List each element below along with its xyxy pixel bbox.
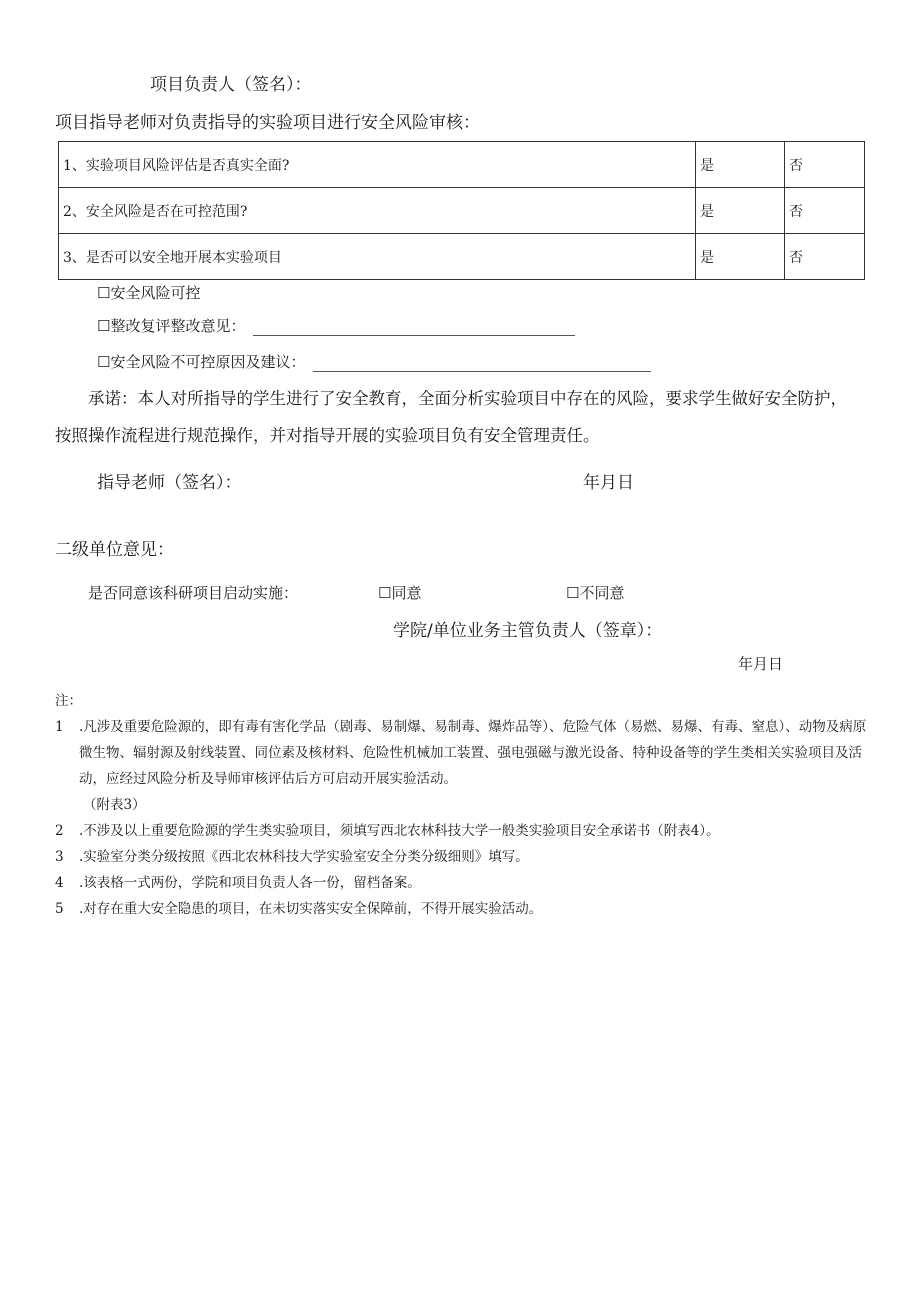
note-text: .该表格一式两份，学院和项目负责人各一份，留档备案。 <box>79 875 421 891</box>
yes-option[interactable]: 是 <box>696 234 785 280</box>
review-heading: 项目指导老师对负责指导的实验项目进行安全风险审核： <box>55 113 480 133</box>
note-number: 4 <box>55 875 64 891</box>
note-number: 2 <box>55 823 64 839</box>
option-uncontrollable-label: ☐安全风险不可控原因及建议： <box>97 353 306 371</box>
unit-signature-label: 学院/单位业务主管负责人（签章）： <box>393 621 663 641</box>
table-row <box>59 188 865 234</box>
note-number: 3 <box>55 849 64 865</box>
no-option[interactable]: 否 <box>785 234 865 280</box>
review-question: 1、实验项目风险评估是否真实全面? <box>59 142 696 188</box>
promise-text-line1: 承诺：本人对所指导的学生进行了安全教育，全面分析实验项目中存在的风险，要求学生做好安全防护， <box>88 389 847 408</box>
table-row <box>59 234 865 280</box>
unit-question: 是否同意该科研项目启动实施： <box>88 584 299 602</box>
option-rectify[interactable] <box>97 315 575 336</box>
note-appendix: （附表3） <box>83 797 146 813</box>
promise-text-line2: 按照操作流程进行规范操作，并对指导开展的实验项目负有安全管理责任。 <box>55 426 600 445</box>
no-option[interactable]: 否 <box>785 188 865 234</box>
uncontrollable-reason-line[interactable] <box>313 357 651 372</box>
unit-date: 年月日 <box>738 655 784 673</box>
unit-disagree-option[interactable]: ☐不同意 <box>566 584 625 602</box>
advisor-date: 年月日 <box>583 473 634 493</box>
unit-agree-option[interactable]: ☐同意 <box>378 584 422 602</box>
note-text: .凡涉及重要危险源的，即有毒有害化学品（剧毒、易制爆、易制毒、爆炸品等）、危险气体（易燃、易爆、有毒、窒息）、动物及病原微生物、辐射源及射线装置、同位素及核材料、危险性机械加工装置、强电强磁与激光设备、特种设备等的学生类相关实验项目及活动，应经过风险分析及导师审核评估后方可启动开展实验活动。 <box>79 719 867 787</box>
rectify-opinion-line[interactable] <box>253 321 575 336</box>
list-item <box>55 714 877 792</box>
review-question: 3、是否可以安全地开展本实验项目 <box>59 234 696 280</box>
notes-section <box>55 688 877 922</box>
option-risk-controllable[interactable]: ☐安全风险可控 <box>97 284 201 302</box>
list-item <box>55 844 877 870</box>
note-number: 5 <box>55 901 64 917</box>
list-item <box>55 818 877 844</box>
yes-option[interactable]: 是 <box>696 142 785 188</box>
advisor-signature-label: 指导老师（签名）： <box>97 473 242 493</box>
list-item <box>55 896 877 922</box>
note-text: .不涉及以上重要危险源的学生类实验项目，须填写西北农林科技大学一般类实验项目安全承诺书（附表4）。 <box>79 823 720 839</box>
list-item <box>55 870 877 896</box>
unit-opinion-heading: 二级单位意见： <box>55 540 174 560</box>
notes-title: 注： <box>55 693 82 709</box>
note-text: .对存在重大安全隐患的项目，在未切实落实安全保障前，不得开展实验活动。 <box>79 901 543 917</box>
note-text: .实验室分类分级按照《西北农林科技大学实验室安全分类分级细则》填写。 <box>79 849 529 865</box>
yes-option[interactable]: 是 <box>696 188 785 234</box>
option-risk-uncontrollable[interactable] <box>97 351 651 372</box>
table-row <box>59 142 865 188</box>
leader-signature-label: 项目负责人（签名）： <box>150 75 312 95</box>
risk-review-table <box>58 141 865 280</box>
note-number: 1 <box>55 719 64 735</box>
option-rectify-label: ☐整改复评整改意见： <box>97 317 246 335</box>
no-option[interactable]: 否 <box>785 142 865 188</box>
review-question: 2、安全风险是否在可控范围? <box>59 188 696 234</box>
